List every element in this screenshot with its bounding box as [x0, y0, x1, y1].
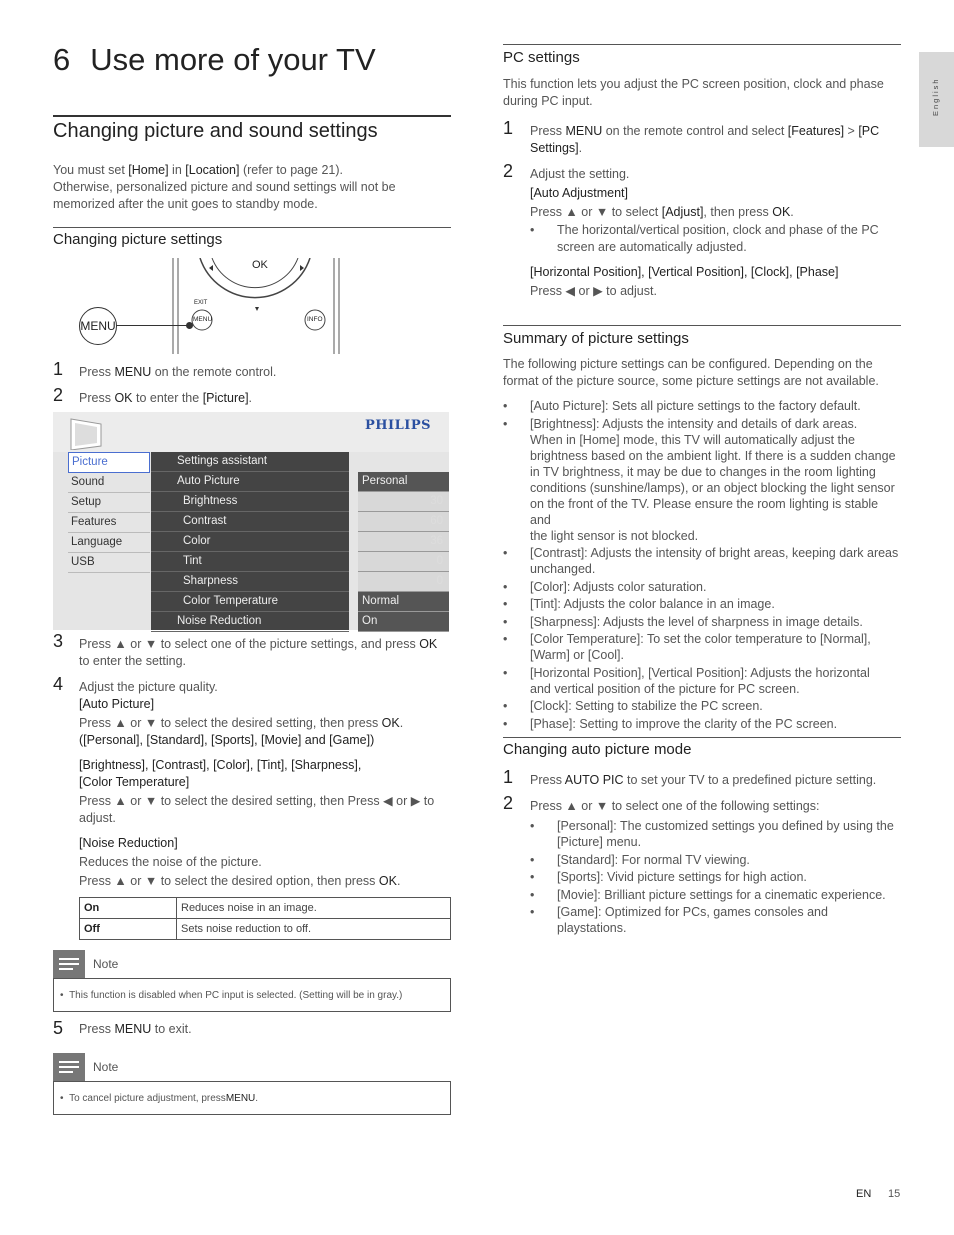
remote-info-label: INFO	[307, 316, 323, 323]
auto-picture-heading: [Auto Picture]	[79, 697, 155, 711]
step-number: 1	[53, 359, 64, 379]
menu-value-tint: 0	[358, 552, 449, 572]
menu-item-sound[interactable]: Sound	[68, 473, 150, 493]
menu-item-color-temperature[interactable]: Color Temperature	[151, 592, 349, 612]
step-number: 2	[503, 161, 514, 181]
menu-item-picture[interactable]: Picture	[68, 452, 150, 473]
auto-mode-heading: Changing auto picture mode	[503, 741, 692, 758]
subsection-rule	[503, 325, 901, 326]
note-label: Note	[93, 1060, 119, 1074]
summary-list	[503, 398, 901, 733]
menu-value-empty	[358, 452, 449, 472]
menu-item-color[interactable]: Color	[151, 532, 349, 552]
footer-lang: EN	[856, 1188, 872, 1200]
menu-item-setup[interactable]: Setup	[68, 493, 150, 513]
note-label: Note	[93, 957, 119, 971]
step-number: 3	[53, 631, 64, 651]
list-item: • [Game]: Optimized for PCs, games consoles and playstations.	[530, 905, 828, 935]
step-4-text: Adjust the picture quality. [Auto Picture] Press ▲ or ▼ to select the desired setting, then press OK. ([Personal], [Standard], [Sports], [Movie] and [Game]) [Brightness], [Contrast], [Color], [Tint], [Sharpness], [Color Temperature] Press ▲ or ▼ to select the desired setting, then Press ◀ or ▶ to adjust. [Noise Reduction] Reduces the noise of the picture. Press ▲ or ▼ to select the desired option, then press OK.	[79, 679, 451, 890]
step-number: 2	[53, 385, 64, 405]
step-number: 2	[503, 793, 514, 813]
pc-step-2-intro: Adjust the setting.	[530, 167, 630, 181]
step-number: 4	[53, 674, 64, 694]
intro-param-home: [Home]	[128, 163, 169, 177]
note-icon	[53, 950, 85, 978]
step-number: 5	[53, 1018, 64, 1038]
tv-menu-screenshot	[53, 412, 449, 630]
auto-mode-list	[530, 818, 900, 938]
list-item: • [Personal]: The customized settings you defined by using the [Picture] menu.	[530, 819, 894, 849]
menu-value-color-temperature: Normal	[358, 592, 449, 612]
pc-step-1-text: Press MENU on the remote control and select [Features] > [PC Settings].	[530, 124, 880, 155]
section-rule	[53, 115, 451, 117]
list-item: • [Tint]: Adjusts the color balance in an image.	[503, 597, 775, 611]
menu-value-contrast: 60	[358, 512, 449, 532]
table-row	[80, 919, 451, 940]
table-row	[80, 898, 451, 919]
list-item: • [Standard]: For normal TV viewing.	[530, 852, 750, 867]
chapter-number: 6	[53, 42, 71, 77]
subsection-rule	[503, 737, 901, 738]
tv-icon	[67, 416, 107, 450]
menu-middle-column	[151, 452, 349, 630]
intro-param-location: [Location]	[185, 163, 240, 177]
brightness-heading: [Brightness], [Contrast], [Color], [Tint], [Sharpness],	[79, 758, 362, 772]
menu-value-color: 36	[358, 532, 449, 552]
auto-picture-options: ([Personal], [Standard], [Sports], [Movie] and [Game])	[79, 733, 375, 747]
table-cell-option: On	[80, 898, 177, 919]
menu-left-column	[68, 452, 150, 573]
list-item: • [Auto Picture]: Sets all picture settings to the factory default.	[503, 399, 861, 413]
intro-text: Otherwise, personalized picture and sound settings will not be	[53, 180, 396, 194]
noise-reduction-heading: [Noise Reduction]	[79, 836, 178, 850]
menu-item-usb[interactable]: USB	[68, 553, 150, 573]
menu-value-auto-picture: Personal	[358, 472, 449, 492]
menu-item-language[interactable]: Language	[68, 533, 150, 553]
chapter-title	[53, 42, 376, 78]
list-item: • [Sharpness]: Adjusts the level of sharpness in image details.	[503, 614, 863, 629]
remote-exit-label: EXIT	[194, 300, 208, 306]
position-heading: [Horizontal Position], [Vertical Position], [Clock], [Phase]	[530, 265, 839, 279]
intro-text: (refer to page 21).	[239, 163, 344, 177]
brightness-instruction-cont: adjust.	[79, 811, 116, 825]
list-item: • [Contrast]: Adjusts the intensity of bright areas, keeping dark areas unchanged.	[503, 546, 899, 576]
note-body: • This function is disabled when PC input is selected. (Setting will be in gray.)	[53, 978, 451, 1012]
menu-item-noise-reduction[interactable]: Noise Reduction	[151, 612, 349, 632]
pc-settings-heading: PC settings	[503, 49, 580, 66]
menu-item-contrast[interactable]: Contrast	[151, 512, 349, 532]
step-5-text: Press MENU to exit.	[79, 1022, 192, 1036]
auto-adjustment-heading: [Auto Adjustment]	[530, 186, 628, 200]
color-temperature-heading: [Color Temperature]	[79, 775, 190, 789]
table-cell-desc: Reduces noise in an image.	[177, 898, 451, 919]
menu-item-settings-assistant[interactable]: Settings assistant	[151, 452, 349, 472]
side-tab-label: English	[931, 77, 940, 116]
menu-topbar	[53, 412, 449, 452]
remote-illustration	[170, 258, 342, 354]
noise-reduction-desc: Reduces the noise of the picture.	[79, 855, 262, 869]
summary-desc: The following picture settings can be configured. Depending on the format of the picture source, some picture settings are not available.	[503, 357, 879, 388]
step-number: 1	[503, 118, 514, 138]
changing-picture-heading: Changing picture settings	[53, 231, 223, 248]
philips-logo: PHILIPS	[364, 418, 431, 433]
subsection-rule	[53, 227, 451, 228]
note-header	[53, 950, 451, 978]
note-text: This function is disabled when PC input is selected. (Setting will be in gray.)	[69, 989, 403, 1001]
list-item: • The horizontal/vertical position, clock and phase of the PC screen are automatically adjusted.	[530, 223, 879, 254]
auto-step-2-text: Press ▲ or ▼ to select one of the following settings:	[530, 799, 820, 813]
remote-menu-label: MENU	[193, 316, 213, 323]
menu-value-brightness: 30	[358, 492, 449, 512]
page-number: 15	[888, 1188, 901, 1200]
step-3-text: Press ▲ or ▼ to select one of the picture settings, and press OK to enter the setting.	[79, 637, 438, 668]
intro-text: You must set	[53, 163, 129, 177]
table-cell-desc: Sets noise reduction to off.	[177, 919, 451, 940]
intro-text: in	[168, 163, 186, 177]
pointer-dot	[186, 322, 193, 329]
section-title: Changing picture and sound settings	[53, 120, 378, 142]
note-box	[53, 1053, 451, 1115]
intro-paragraph	[53, 162, 453, 213]
language-side-tab	[919, 52, 954, 147]
auto-step-1-text: Press AUTO PIC to set your TV to a predefined picture setting.	[530, 773, 877, 787]
list-item: • [Movie]: Brilliant picture settings for a cinematic experience.	[530, 887, 886, 902]
menu-item-sharpness[interactable]: Sharpness	[151, 572, 349, 592]
menu-item-auto-picture[interactable]: Auto Picture	[151, 472, 349, 492]
list-item: • [Phase]: Setting to improve the clarity of the PC screen.	[503, 716, 838, 731]
step-4-intro: Adjust the picture quality.	[79, 680, 218, 694]
pointer-line	[114, 325, 189, 326]
note-header	[53, 1053, 451, 1081]
remote-ok-label: OK	[252, 259, 268, 271]
menu-item-features[interactable]: Features	[68, 513, 150, 533]
position-instruction: Press ◀ or ▶ to adjust.	[530, 284, 657, 298]
noise-reduction-table	[79, 897, 451, 940]
list-item: • [Color Temperature]: To set the color temperature to [Normal], [Warm] or [Cool].	[503, 632, 871, 662]
step-1-text: Press MENU on the remote control.	[79, 365, 277, 379]
subsection-rule	[503, 44, 901, 45]
list-item: • [Sports]: Vivid picture settings for high action.	[530, 870, 807, 884]
table-cell-option: Off	[80, 919, 177, 940]
step-2-text: Press OK to enter the [Picture].	[79, 391, 253, 405]
list-item: • [Brightness]: Adjusts the intensity and details of dark areas. When in [Home] mode, this TV will automatically adjust the brightness based on the ambient light. If there is a sudden change in TV brightness, it may be due to changes in the room lighting conditions (sunshine/lamps), or an object blocking the light sensor on the front of the TV. Please ensure the room lighting is stable and the light sensor is not blocked.	[503, 416, 896, 543]
menu-value-noise-reduction: On	[358, 612, 449, 632]
note-box	[53, 950, 451, 1012]
summary-heading: Summary of picture settings	[503, 330, 689, 347]
menu-item-tint[interactable]: Tint	[151, 552, 349, 572]
pc-step-2-text: Adjust the setting. [Auto Adjustment] Press ▲ or ▼ to select [Adjust], then press OK. • The horizontal/vertical position, clock and phase of the PC screen are automatically adjusted. [Horizontal Position], [Vertical Position], [Clock], [Phase] Press ◀ or ▶ to adjust.	[530, 166, 900, 300]
note-icon	[53, 1053, 85, 1081]
menu-callout: MENU	[79, 307, 117, 345]
menu-right-column	[358, 452, 449, 632]
brightness-instruction: Press ▲ or ▼ to select the desired setting, then Press ◀ or ▶ to	[79, 794, 435, 808]
pc-settings-desc: This function lets you adjust the PC screen position, clock and phase during PC input.	[503, 77, 884, 108]
list-item: • [Horizontal Position], [Vertical Position]: Adjusts the horizontal and vertical position of the picture for PC screen.	[503, 665, 870, 696]
menu-item-brightness[interactable]: Brightness	[151, 492, 349, 512]
menu-value-sharpness: 0	[358, 572, 449, 592]
list-item: • [Clock]: Setting to stabilize the PC screen.	[503, 699, 763, 713]
step-number: 1	[503, 767, 514, 787]
chapter-title-text: Use more of your TV	[90, 42, 376, 77]
list-item: • [Color]: Adjusts color saturation.	[503, 579, 707, 594]
note-body: • To cancel picture adjustment, press MENU .	[53, 1081, 451, 1115]
intro-text: memorized after the unit goes to standby mode.	[53, 197, 318, 211]
